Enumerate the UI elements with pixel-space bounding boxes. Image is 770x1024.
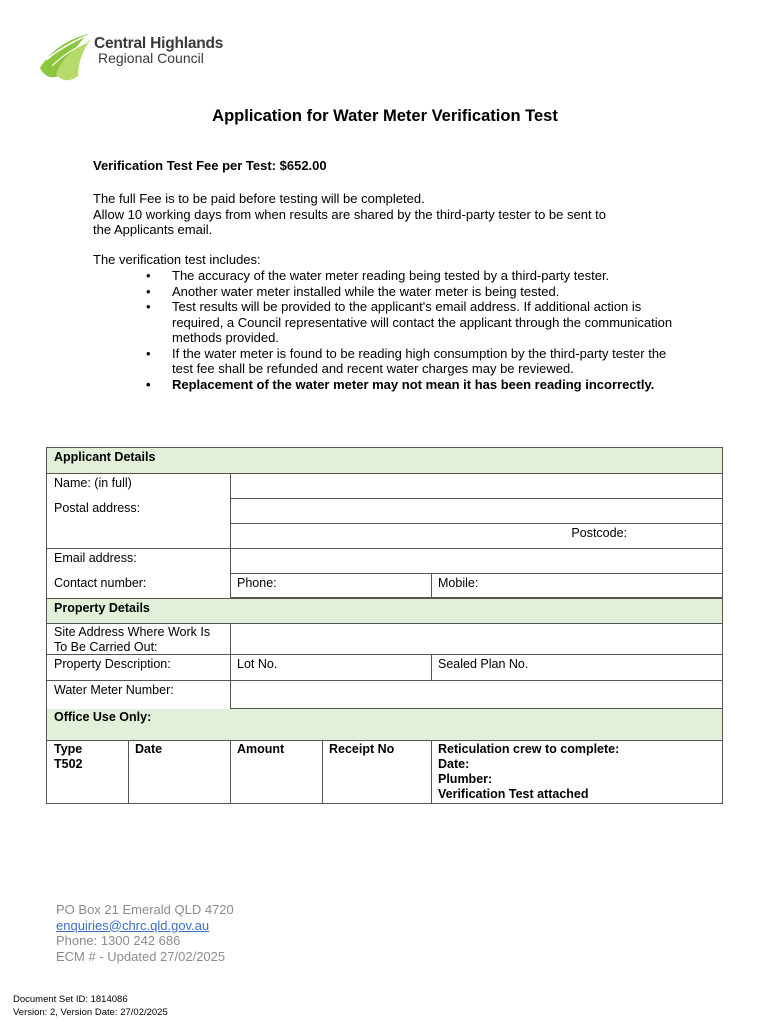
list-item: • Test results will be provided to the applicant's email address. If additional action is required, a Council representative will contact the applicant through the communication methods provided. — [146, 299, 686, 346]
site-address-field[interactable] — [230, 624, 722, 655]
document-info — [13, 994, 168, 1019]
hills-logo-icon — [38, 30, 94, 86]
footer-contact — [56, 902, 234, 964]
fee-line: Verification Test Fee per Test: $652.00 — [93, 158, 327, 173]
email-link[interactable]: enquiries@chrc.qld.gov.au — [56, 917, 210, 933]
postal-address-field[interactable] — [230, 499, 722, 524]
type-cell — [47, 741, 128, 774]
sealed-plan-label: Sealed Plan No. — [438, 657, 529, 671]
lot-no-field[interactable] — [230, 655, 431, 681]
water-meter-number-field[interactable] — [230, 681, 722, 709]
email-field[interactable] — [230, 549, 722, 574]
document-set-id: Document Set ID: 1814086 — [13, 994, 128, 1005]
list-item: • Replacement of the water meter may not mean it has been reading incorrectly. — [146, 377, 686, 393]
site-address-label: Site Address Where Work Is To Be Carried Out: — [54, 625, 211, 654]
logo-name-line2: Regional Council — [98, 50, 204, 66]
paragraph-line: the Applicants email. — [93, 222, 213, 237]
mobile-field[interactable] — [431, 574, 722, 598]
name-field[interactable] — [230, 474, 722, 499]
ecm-updated: ECM # - Updated 27/02/2025 — [56, 948, 226, 964]
name-label: Name: (in full) — [54, 476, 132, 490]
phone-number: Phone: 1300 242 686 — [56, 933, 181, 948]
reticulation-cell — [431, 741, 722, 804]
property-details-header: Property Details — [47, 598, 722, 624]
page-title: Application for Water Meter Verification Test — [212, 107, 558, 125]
council-logo — [38, 30, 248, 90]
postcode-label: Postcode: — [571, 526, 627, 540]
lot-no-label: Lot No. — [237, 657, 278, 671]
phone-label: Phone: — [237, 576, 277, 590]
list-item: • The accuracy of the water meter reading being tested by a third-party tester. — [146, 268, 686, 284]
paragraph-line: Allow 10 working days from when results are shared by the third-party tester to be sent to — [93, 206, 607, 222]
type-label: Type — [54, 742, 83, 756]
verification-attached-label: Verification Test attached — [438, 787, 589, 801]
sealed-plan-field[interactable] — [431, 655, 722, 681]
property-description-label: Property Description: — [54, 657, 171, 671]
applicant-details-header: Applicant Details — [47, 448, 722, 474]
reticulation-label: Reticulation crew to complete: — [438, 742, 620, 756]
date-label: Date — [135, 742, 163, 756]
logo-name-line1: Central Highlands — [94, 35, 224, 52]
intro-paragraph — [93, 191, 693, 238]
receipt-no-label: Receipt No — [329, 742, 395, 756]
includes-list — [146, 268, 686, 392]
contact-number-label: Contact number: — [54, 576, 147, 590]
phone-field[interactable] — [230, 574, 431, 598]
type-value: T502 — [54, 757, 83, 771]
office-use-header: Office Use Only: — [47, 709, 722, 741]
postal-address: PO Box 21 Emerald QLD 4720 — [56, 902, 234, 917]
email-label: Email address: — [54, 551, 137, 565]
plumber-label: Plumber: — [438, 772, 493, 786]
application-form — [46, 447, 723, 804]
reticulation-date-label: Date: — [438, 757, 470, 771]
postcode-field[interactable] — [230, 524, 722, 549]
includes-heading: The verification test includes: — [93, 252, 261, 267]
mobile-label: Mobile: — [438, 576, 479, 590]
amount-label: Amount — [237, 742, 285, 756]
water-meter-number-label: Water Meter Number: — [54, 683, 174, 697]
paragraph-line: The full Fee is to be paid before testing will be completed. — [93, 191, 425, 206]
postal-address-label: Postal address: — [54, 501, 141, 515]
list-item: • If the water meter is found to be reading high consumption by the third-party tester the test fee shall be refunded and recent water charges may be reviewed. — [146, 346, 686, 377]
document-version: Version: 2, Version Date: 27/02/2025 — [13, 1006, 168, 1018]
list-item: • Another water meter installed while the water meter is being tested. — [146, 284, 686, 300]
